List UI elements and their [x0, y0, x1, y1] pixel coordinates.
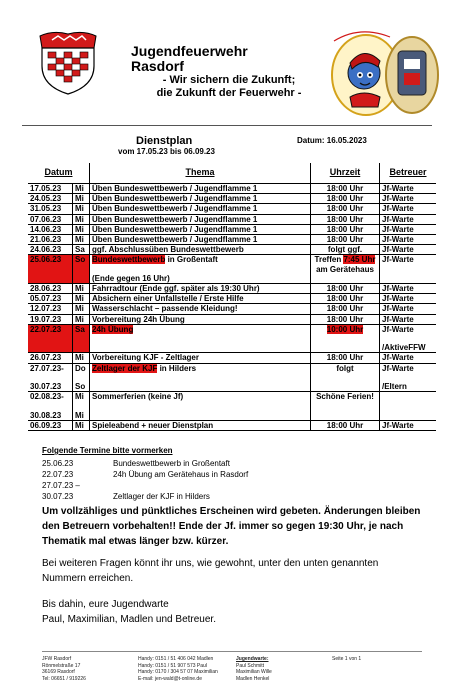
table-row: [28, 304, 436, 314]
day-line-1: Do: [75, 363, 86, 373]
cell-day: Mi: [73, 184, 90, 194]
time-line-2: am Gerätehaus: [316, 264, 374, 274]
list-item: [42, 458, 248, 469]
cell-day: So: [73, 255, 90, 284]
date-line-2: 30.07.23: [30, 382, 62, 392]
theme-highlight: Bundeswettbewerb: [92, 255, 166, 265]
cell-time: Schöne Ferien!: [311, 392, 380, 421]
cell-resp: [380, 363, 437, 392]
cell-theme: Üben Bundeswettbewerb / Jugendflamme 1: [90, 224, 311, 234]
followup-date: 25.06.23: [42, 459, 74, 468]
cell-date: 06.09.23: [28, 420, 73, 430]
resp-line-1: Jf-Warte: [382, 363, 414, 373]
cell-resp: Jf-Warte: [380, 224, 437, 234]
followup-title: Folgende Termine bitte vormerken: [42, 446, 173, 455]
col-header-thema: Thema: [90, 163, 311, 184]
cell-resp: Jf-Warte: [380, 314, 437, 324]
date-line-1: 02.08.23-: [30, 392, 64, 402]
motto-line-2: die Zukunft der Feuerwehr -: [156, 87, 302, 99]
date-line-1: 27.07.23-: [30, 363, 64, 373]
title-line-1: Jugendfeuerwehr: [131, 43, 248, 59]
followup-list: [42, 458, 248, 502]
footer-phones: [138, 656, 218, 682]
cell-resp: Jf-Warte: [380, 420, 437, 430]
cell-resp: Jf-Warte: [380, 184, 437, 194]
signoff-line-2: Paul, Maximilian, Madlen und Betreuer.: [42, 614, 216, 625]
schedule-table: [28, 163, 436, 431]
table-row-sommerferien: [28, 392, 436, 421]
table-row-24h-uebung: [28, 324, 436, 353]
cell-day: Mi: [73, 294, 90, 304]
cell-theme: [90, 255, 311, 284]
cell-day: Mi: [73, 194, 90, 204]
footer-email[interactable]: E-mail: jen-wald@t-online.de: [138, 675, 202, 682]
table-row: [28, 214, 436, 224]
cell-resp: Jf-Warte: [380, 194, 437, 204]
cell-date: [28, 392, 73, 421]
cell-time: 18:00 Uhr: [311, 235, 380, 245]
col-header-uhrzeit: Uhrzeit: [311, 163, 380, 184]
day-line-2: So: [75, 382, 86, 392]
table-row-bundeswettbewerb: [28, 255, 436, 284]
notice-paragraph: Um vollzähliges und pünktliches Erscheinen wird gebeten. Änderungen bleiben den Betreuern vorbehalten!! Ende der Jf. immer so gegen 19:30 Uhr, je nach Thematik mal etwas länger bzw. kürzer.: [42, 506, 421, 547]
col-header-datum: Datum: [28, 163, 90, 184]
day-line-1: Mi: [75, 392, 84, 402]
table-header-row: [28, 163, 436, 184]
title-line-2: Rasdorf: [131, 58, 184, 74]
cell-date: 19.07.23: [28, 314, 73, 324]
cell-day: [73, 392, 90, 421]
footer-line: 36169 Rasdorf: [42, 669, 75, 675]
cell-resp: [380, 324, 437, 353]
day-line-2: Mi: [75, 410, 84, 420]
table-row: [28, 245, 436, 255]
table-row: [28, 420, 436, 430]
resp-line-2: /AktiveFFW: [382, 343, 426, 353]
theme-highlight: Zeltlager der KJF: [92, 363, 158, 373]
table-row: [28, 314, 436, 324]
footer-line: Handy: 0151 / 51 907 573 Paul: [138, 662, 207, 669]
dienstplan-date: Datum: 16.05.2023: [297, 136, 367, 145]
signoff: [42, 597, 422, 627]
resp-line-2: /Eltern: [382, 382, 407, 392]
cell-day: Mi: [73, 224, 90, 234]
footer-jugendwarte: [236, 656, 272, 682]
cell-date: 28.06.23: [28, 284, 73, 294]
cell-day: Sa: [73, 245, 90, 255]
cell-day: Sa: [73, 324, 90, 353]
cell-resp: Jf-Warte: [380, 214, 437, 224]
cell-time: 18:00 Uhr: [311, 294, 380, 304]
cell-theme: Üben Bundeswettbewerb / Jugendflamme 1: [90, 214, 311, 224]
cell-time: [311, 324, 380, 353]
theme-highlight: 24h Übung: [92, 324, 134, 334]
cell-time: 18:00 Uhr: [311, 284, 380, 294]
cell-resp: [380, 392, 437, 421]
cell-day: Mi: [73, 214, 90, 224]
cell-resp: Jf-Warte: [380, 294, 437, 304]
cell-day: Mi: [73, 314, 90, 324]
list-item: [42, 469, 248, 480]
cell-day: [73, 363, 90, 392]
cell-time: 18:00 Uhr: [311, 304, 380, 314]
time-highlight: 10:00 Uhr: [326, 324, 364, 334]
table-row: [28, 284, 436, 294]
table-row: [28, 235, 436, 245]
cell-date: 24.05.23: [28, 194, 73, 204]
cell-time: 18:00 Uhr: [311, 214, 380, 224]
footer-page: Seite 1 von 1: [332, 656, 362, 662]
followup-date: 22.07.23: [42, 470, 74, 479]
cell-theme: Üben Bundeswettbewerb / Jugendflamme 1: [90, 204, 311, 214]
cell-date: 26.07.23: [28, 353, 73, 363]
rasdorf-crest-icon: [38, 30, 98, 96]
cell-time: 18:00 Uhr: [311, 224, 380, 234]
cell-resp: Jf-Warte: [380, 235, 437, 245]
motto: [139, 74, 319, 100]
cell-theme: Vorbereitung KJF - Zeltlager: [90, 353, 311, 363]
footer-line: Handy: 0151 / 51 406 042 Madlen: [138, 656, 214, 662]
followup-text: Bundeswettbewerb in Großentaft: [113, 459, 230, 468]
cell-time: [311, 255, 380, 284]
followup-text: 24h Übung am Gerätehaus in Rasdorf: [113, 470, 249, 479]
cell-theme: Absichern einer Unfallstelle / Erste Hilfe: [90, 294, 311, 304]
cell-theme: ggf. Abschlussüben Bundeswettbewerb: [90, 245, 311, 255]
cell-time: 18:00 Uhr: [311, 204, 380, 214]
footer-line: Paul Schmitt: [236, 662, 265, 669]
cell-date: 21.06.23: [28, 235, 73, 245]
cell-theme: [90, 324, 311, 353]
cell-day: Mi: [73, 284, 90, 294]
col-header-betreuer: Betreuer: [380, 163, 437, 184]
cell-time: 18:00 Uhr: [311, 420, 380, 430]
cell-time: 18:00 Uhr: [311, 194, 380, 204]
cell-date: 31.05.23: [28, 204, 73, 214]
footer-line: Maximilian Wille: [236, 669, 272, 675]
date-line-2: 30.08.23: [30, 410, 62, 420]
footer-line: Handy: 0170 / 304 57 07 Maximilian: [138, 669, 218, 675]
cell-resp: Jf-Warte: [380, 255, 437, 284]
cell-resp: Jf-Warte: [380, 353, 437, 363]
cell-theme: Wasserschlacht – passende Kleidung!: [90, 304, 311, 314]
cell-resp: Jf-Warte: [380, 245, 437, 255]
cell-day: Mi: [73, 353, 90, 363]
footer-line: JFW Rasdorf: [42, 656, 72, 662]
cell-time: 18:00 Uhr: [311, 353, 380, 363]
followup-date: 27.07.23 – 30.07.23: [42, 481, 80, 501]
cell-theme: [90, 363, 311, 392]
cell-theme: Üben Bundeswettbewerb / Jugendflamme 1: [90, 194, 311, 204]
footer-line: Rönmelstraße 17: [42, 662, 81, 669]
cell-day: Mi: [73, 304, 90, 314]
table-row: [28, 194, 436, 204]
cell-theme: Sommerferien (keine Jf): [90, 392, 311, 421]
dienstplan-title: Dienstplan: [136, 135, 193, 147]
theme-rest: in Hilders: [157, 363, 197, 373]
resp-line-1: Jf-Warte: [382, 324, 414, 334]
org-title: [131, 44, 248, 74]
cell-day: Mi: [73, 204, 90, 214]
cell-theme: Vorbereitung 24h Übung: [90, 314, 311, 324]
motto-line-1: - Wir sichern die Zukunft;: [162, 74, 296, 86]
cell-date: 14.06.23: [28, 224, 73, 234]
cell-time: 18:00 Uhr: [311, 314, 380, 324]
cell-time: folgt ggf.: [311, 245, 380, 255]
jugendfeuerwehr-logo-icon: [330, 27, 440, 119]
footer-line: Madlen Henkel: [236, 675, 270, 682]
table-row: [28, 204, 436, 214]
cell-date: 25.06.23: [28, 255, 73, 284]
cell-resp: Jf-Warte: [380, 304, 437, 314]
header-divider: [22, 125, 432, 126]
theme-rest: in Großentaft: [165, 255, 218, 265]
table-row-zeltlager: [28, 363, 436, 392]
cell-date: 07.06.23: [28, 214, 73, 224]
list-item: [42, 480, 248, 502]
time-pre: Treffen: [314, 255, 344, 265]
cell-time: folgt: [311, 363, 380, 392]
cell-date: 17.05.23: [28, 184, 73, 194]
contact-paragraph: Bei weiteren Fragen könnt ihr uns, wie gewohnt, unter den unten genannten Nummern erreichen.: [42, 558, 379, 584]
cell-day: Mi: [73, 420, 90, 430]
cell-day: Mi: [73, 235, 90, 245]
cell-resp: Jf-Warte: [380, 204, 437, 214]
footer-address: [42, 656, 86, 682]
time-highlight: 7:45 Uhr: [343, 255, 376, 265]
cell-theme: Spieleabend + neuer Dienstplan: [90, 420, 311, 430]
cell-date: 22.07.23: [28, 324, 73, 353]
followup-text: Zeltlager der KJF in Hilders: [113, 492, 210, 501]
table-row: [28, 184, 436, 194]
footer-line: Tel: 06651 / 919226: [42, 675, 86, 682]
cell-time: 18:00 Uhr: [311, 184, 380, 194]
cell-date: 05.07.23: [28, 294, 73, 304]
theme-line-2: (Ende gegen 16 Uhr): [92, 273, 170, 283]
table-row: [28, 294, 436, 304]
dienstplan-range: vom 17.05.23 bis 06.09.23: [118, 147, 215, 156]
cell-theme: Fahrradtour (Ende ggf. später als 19:30 Uhr): [90, 284, 311, 294]
footer-warte-title: Jugendwarte:: [236, 656, 269, 662]
signoff-line-1: Bis dahin, eure Jugendwarte: [42, 599, 169, 610]
cell-resp: Jf-Warte: [380, 284, 437, 294]
cell-date: 12.07.23: [28, 304, 73, 314]
cell-date: 24.06.23: [28, 245, 73, 255]
table-row: [28, 353, 436, 363]
cell-theme: Üben Bundeswettbewerb / Jugendflamme 1: [90, 184, 311, 194]
cell-date: [28, 363, 73, 392]
cell-theme: Üben Bundeswettbewerb / Jugendflamme 1: [90, 235, 311, 245]
footer-divider: [42, 651, 422, 652]
table-row: [28, 224, 436, 234]
